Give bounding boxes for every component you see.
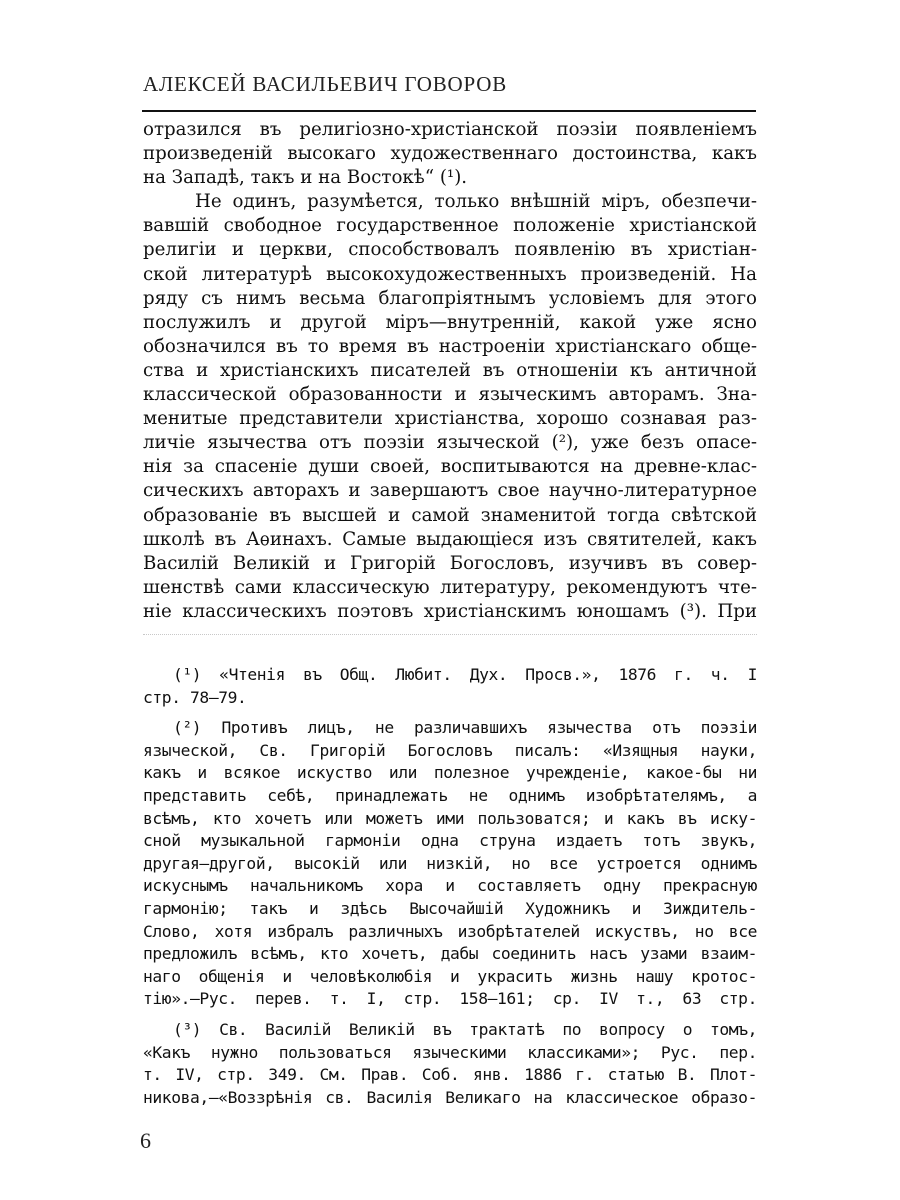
footnote-line: тію».—Рус. перев. т. I, стр. 158—161; ср. IV т., 63 стр. bbox=[143, 989, 757, 1009]
footnotes bbox=[143, 664, 757, 1117]
main-text bbox=[143, 118, 757, 624]
footnote-line: «Какъ нужно пользоваться языческими классиками»; Рус. пер. bbox=[143, 1042, 757, 1062]
text-line: обозначился въ то время въ настроеніи христіанскаго обще- bbox=[143, 335, 757, 357]
text-line: сическихъ авторахъ и завершаютъ свое научно-литературное bbox=[143, 480, 757, 502]
footnote-line: какъ и всякое искуство или полезное учрежденіе, какое-бы ни bbox=[143, 763, 757, 783]
footnote-line: языческой, Св. Григорій Богословъ писалъ: «Изящныя науки, bbox=[143, 740, 757, 760]
running-header: АЛЕКСЕЙ ВАСИЛЬЕВИЧ ГОВОРОВ bbox=[143, 72, 508, 96]
footnote-line: предложилъ всѣмъ, кто хочетъ, дабы соединить насъ узами взаим- bbox=[143, 944, 757, 964]
footnote-line: (¹) «Чтенія въ Общ. Любит. Дух. Просв.», 1876 г. ч. I bbox=[173, 665, 757, 684]
text-line: классической образованности и языческимъ авторамъ. Зна- bbox=[143, 384, 757, 406]
footnote-3 bbox=[143, 1019, 757, 1109]
footnote-1 bbox=[143, 664, 757, 709]
footnote-line: (³) Св. Василій Великій въ трактатѣ по вопросу о томъ, bbox=[173, 1019, 757, 1039]
footnote-line: сной музыкальной гармоніи одна струна издаетъ тотъ звукъ, bbox=[143, 831, 757, 851]
footnote-line: Слово, хотя избралъ различныхъ изобрѣтателей искуствъ, но все bbox=[143, 921, 757, 941]
footnote-line: всѣмъ, кто хочетъ или можетъ ими пользоватся; и какъ въ иску- bbox=[143, 808, 757, 828]
text-line: ніе классическихъ поэтовъ христіанскимъ юношамъ (³). При bbox=[143, 600, 757, 622]
text-line: ряду съ нимъ весьма благопріятнымъ условіемъ для этого bbox=[143, 287, 757, 309]
page-number: 6 bbox=[140, 1128, 151, 1153]
text-line: школѣ въ Аѳинахъ. Самые выдающіеся изъ святителей, какъ bbox=[143, 528, 757, 550]
text-line: Василій Великій и Григорій Богословъ, изучивъ въ совер- bbox=[143, 552, 757, 574]
footnote-line: искуснымъ начальникомъ хора и составляетъ одну прекрасную bbox=[143, 876, 757, 896]
header-divider bbox=[142, 110, 756, 112]
text-line: произведеній высокаго художественнаго достоинства, какъ bbox=[143, 143, 757, 165]
text-line: ства и христіанскихъ писателей въ отношеніи къ античной bbox=[143, 359, 757, 381]
text-line: нія за спасеніе души своей, воспитываются на древне-клас- bbox=[143, 456, 757, 478]
text-line: отразился въ религіозно-христіанской поэзіи появленіемъ bbox=[143, 119, 757, 140]
text-line: менитые представители христіанства, хорошо сознавая раз- bbox=[143, 408, 757, 430]
text-line: шенствѣ сами классическую литературу, рекомендуютъ чте- bbox=[143, 576, 757, 598]
text-line: ской литературѣ высокохудожественныхъ произведеній. На bbox=[143, 263, 757, 285]
footnote-line: другая—другой, высокій или низкій, но все устроется однимъ bbox=[143, 853, 757, 873]
text-line: Не одинъ, разумѣется, только внѣшній міръ, обезпечи- bbox=[195, 191, 757, 213]
footnote-separator bbox=[143, 634, 757, 635]
text-line: на Западѣ, такъ и на Востокѣ“ (¹). bbox=[143, 167, 468, 189]
text-line: образованіе въ высшей и самой знаменитой тогда свѣтской bbox=[143, 504, 757, 526]
text-line: послужилъ и другой міръ—внутренній, какой уже ясно bbox=[143, 311, 757, 333]
footnote-2 bbox=[143, 717, 757, 1011]
footnote-line: наго общенія и человѣколюбія и украсить жизнь нашу кротос- bbox=[143, 966, 757, 986]
footnote-line: никова,—«Воззрѣнія св. Василія Великаго на классическое образо- bbox=[143, 1087, 757, 1107]
footnote-line: представить себѣ, принадлежать не однимъ изобрѣтателямъ, а bbox=[143, 785, 757, 805]
footnote-line: (²) Противъ лицъ, не различавшихъ язычества отъ поэзіи bbox=[173, 718, 757, 738]
footnote-line: гармонію; такъ и здѣсь Высочайшій Художникъ и Зиждитель- bbox=[143, 898, 757, 918]
footnote-line: стр. 78—79. bbox=[143, 687, 247, 707]
footnote-line: т. IV, стр. 349. См. Прав. Соб. янв. 1886 г. статью В. Плот- bbox=[143, 1065, 757, 1085]
text-line: религіи и церкви, способствовалъ появленію въ христіан- bbox=[143, 239, 757, 261]
text-line: личіе язычества отъ поэзіи языческой (²), уже безъ опасе- bbox=[143, 432, 757, 454]
text-line: вавшій свободное государственное положеніе христіанской bbox=[143, 215, 757, 237]
